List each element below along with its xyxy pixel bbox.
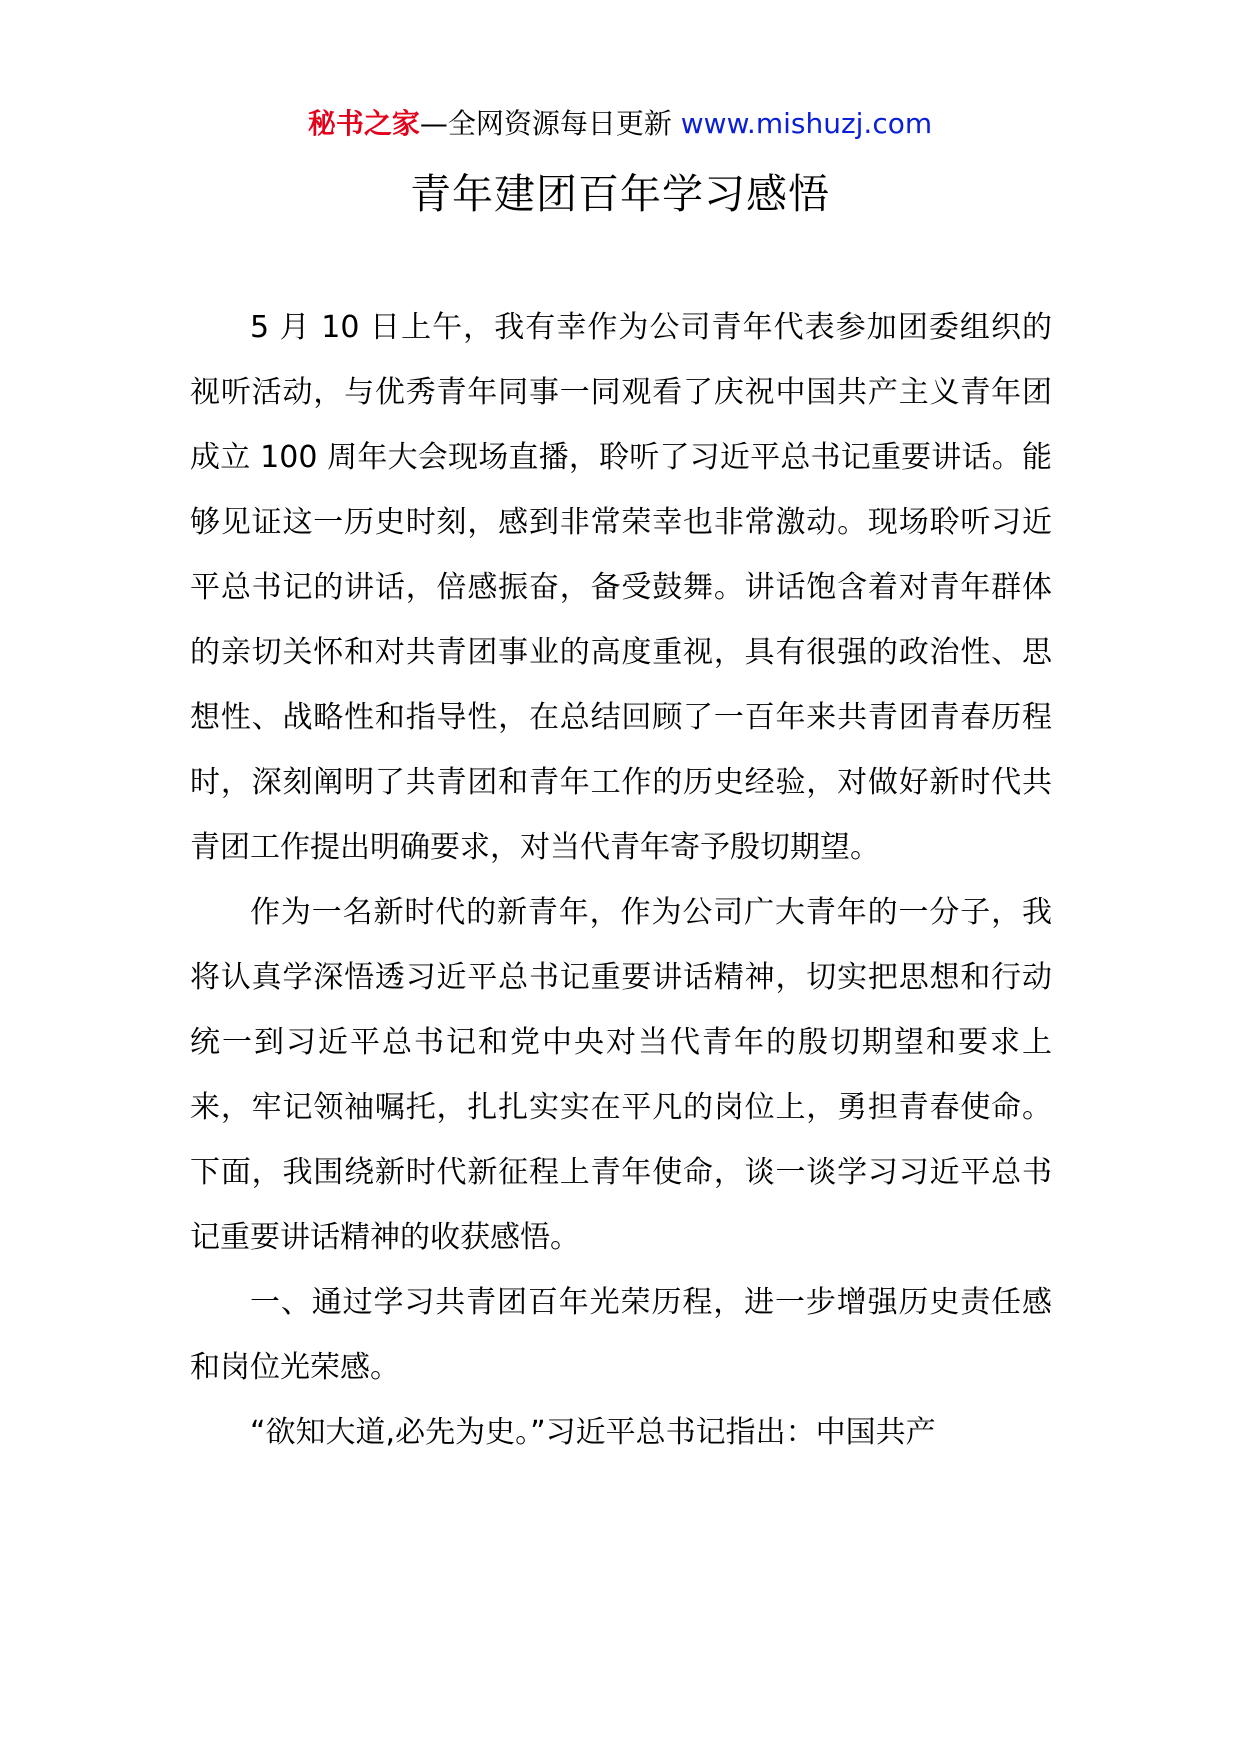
section-heading: 一、通过学习共青团百年光荣历程，进一步增强历史责任感和岗位光荣感。 bbox=[190, 1285, 1052, 1385]
body-paragraph: 作为一名新时代的新青年，作为公司广大青年的一分子，我将认真学深悟透习近平总书记重要讲话精神，切实把思想和行动统一到习近平总书记和党中央对当代青年的殷切期望和要求上来，牢记领袖嘱托，扎扎实实在平凡的岗位上，勇担青春使命。下面，我围绕新时代新征程上青年使命，谈一谈学习习近平总书记重要讲话精神的收获感悟。 bbox=[190, 895, 1052, 1255]
body-paragraph: 5 月 10 日上午，我有幸作为公司青年代表参加团委组织的视听活动，与优秀青年同事一同观看了庆祝中国共产主义青年团成立 100 周年大会现场直播，聆听了习近平总书记重要讲话。能够见证这一历史时刻，感到非常荣幸也非常激动。现场聆听习近平总书记的讲话，倍感振奋，备受鼓舞。讲话饱含着对青年群体的亲切关怀和对共青团事业的高度重视，具有很强的政治性、思想性、战略性和指导性，在总结回顾了一百年来共青团青春历程时，深刻阐明了共青团和青年工作的历史经验，对做好新时代共青团工作提出明确要求，对当代青年寄予殷切期望。 bbox=[190, 310, 1052, 865]
document-title: 青年建团百年学习感悟 bbox=[410, 170, 830, 218]
site-header bbox=[0, 104, 1240, 144]
body-paragraph: “欲知大道,必先为史。”习近平总书记指出：中国共产 bbox=[250, 1415, 936, 1450]
header-tagline: —全网资源每日更新 bbox=[419, 107, 681, 140]
document-body bbox=[190, 295, 1052, 1465]
site-url-link[interactable]: www.mishuzj.com bbox=[680, 107, 933, 140]
brand-name: 秘书之家 bbox=[307, 107, 420, 140]
